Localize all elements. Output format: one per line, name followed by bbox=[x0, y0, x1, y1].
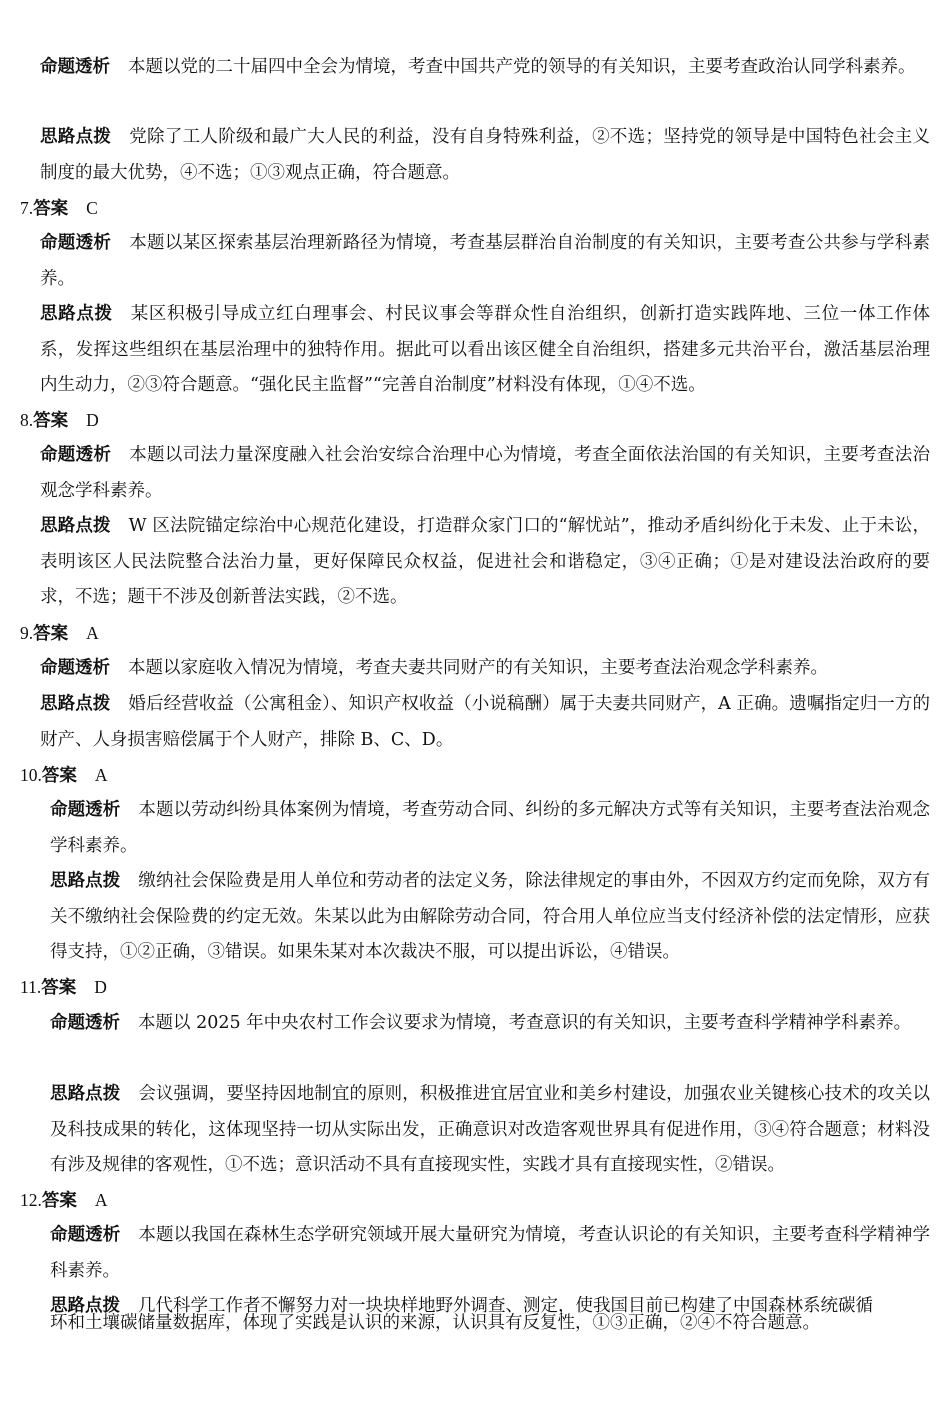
q7-answer-line bbox=[20, 191, 98, 228]
analysis-label: 命题透析 bbox=[50, 800, 121, 820]
analysis-text: 本题以劳动纠纷具体案例为情境，考查劳动合同、纠纷的多元解决方式等有关知识，主要考查法治观念学科素养。 bbox=[50, 800, 930, 856]
answer-value: D bbox=[94, 977, 107, 997]
answer-value: A bbox=[94, 765, 108, 785]
clipped-text-line bbox=[50, 1313, 930, 1342]
analysis-text: 本题以某区探索基层治理新路径为情境，考查基层群治自治制度的有关知识，主要考查公共参与学科素养。 bbox=[40, 233, 931, 289]
approach-text: 婚后经营收益（公寓租金）、知识产权收益（小说稿酬）属于夫妻共同财产，A 正确。遗嘱指定归一方的财产、人身损害赔偿属于个人财产，排除 B、C、D。 bbox=[40, 694, 931, 750]
analysis-label: 命题透析 bbox=[50, 1225, 121, 1245]
question-number: 8. bbox=[20, 410, 34, 430]
answer-label: 答案 bbox=[33, 411, 69, 431]
question-number: 7. bbox=[20, 198, 34, 218]
approach-label: 思路点拨 bbox=[50, 871, 121, 891]
q11-answer-line bbox=[20, 970, 107, 1007]
answer-value: A bbox=[86, 623, 99, 643]
q10-answer-line bbox=[20, 758, 108, 795]
clipped-text: 环和土壤碳储量数据库，体现了实践是认识的来源，认识具有反复性，①③正确，②④不符合题意。 bbox=[50, 1313, 820, 1333]
approach-text: 缴纳社会保险费是用人单位和劳动者的法定义务，除法律规定的事由外，不因双方约定而免除，双方有关不缴纳社会保险费的约定无效。朱某以此为由解除劳动合同，符合用人单位应当支付经济补偿的法定情形，应获得支持，①②正确，③错误。如果朱某对本次裁决不服，可以提出诉讼，④错误。 bbox=[50, 871, 930, 962]
approach-label: 思路点拨 bbox=[50, 1084, 121, 1104]
analysis-text: 本题以司法力量深度融入社会治安综合治理中心为情境，考查全面依法治国的有关知识，主要考查法治观念学科素养。 bbox=[40, 445, 931, 501]
answer-label: 答案 bbox=[41, 978, 77, 998]
approach-text: W 区法院锚定综治中心规范化建设，打造群众家门口的“解忧站”，推动矛盾纠纷化于未发、止于未讼，表明该区人民法院整合法治力量，更好保障民众权益，促进社会和谐稳定，③④正确；①是对建设法治政府的要求，不选；题干不涉及创新普法实践，②不选。 bbox=[40, 516, 931, 607]
q6-approach bbox=[40, 120, 930, 191]
approach-label: 思路点拨 bbox=[50, 1296, 120, 1316]
answer-label: 答案 bbox=[41, 766, 77, 786]
answer-label: 答案 bbox=[41, 1191, 77, 1211]
answer-label: 答案 bbox=[33, 624, 69, 644]
approach-label: 思路点拨 bbox=[40, 127, 112, 147]
q9-analysis bbox=[40, 651, 930, 687]
q8-analysis bbox=[40, 438, 930, 509]
answer-value: A bbox=[94, 1190, 108, 1210]
q6-analysis bbox=[40, 50, 930, 86]
q11-analysis bbox=[50, 1006, 930, 1042]
analysis-text: 本题以我国在森林生态学研究领域开展大量研究为情境，考查认识论的有关知识，主要考查科学精神学科素养。 bbox=[50, 1225, 930, 1281]
question-number: 11. bbox=[20, 977, 42, 997]
approach-label: 思路点拨 bbox=[40, 516, 111, 536]
question-number: 9. bbox=[20, 623, 34, 643]
analysis-label: 命题透析 bbox=[40, 445, 112, 465]
q7-analysis bbox=[40, 226, 930, 297]
answer-value: C bbox=[86, 198, 98, 218]
analysis-text: 本题以党的二十届四中全会为情境，考查中国共产党的领导的有关知识，主要考查政治认同学科素养。 bbox=[128, 57, 916, 77]
analysis-label: 命题透析 bbox=[40, 233, 112, 253]
approach-text: 几代科学工作者不懈努力对一块块样地野外调查、测定，使我国目前已构建了中国森林系统碳循 bbox=[138, 1296, 873, 1316]
q8-approach bbox=[40, 509, 930, 616]
q9-answer-line bbox=[20, 616, 99, 653]
approach-label: 思路点拨 bbox=[40, 694, 111, 714]
analysis-label: 命题透析 bbox=[40, 658, 110, 678]
answer-label: 答案 bbox=[33, 199, 69, 219]
question-number: 10. bbox=[20, 765, 42, 785]
approach-text: 某区积极引导成立红白理事会、村民议事会等群众性自治组织，创新打造实践阵地、三位一体工作体系，发挥这些组织在基层治理中的独特作用。据此可以看出该区健全自治组织，搭建多元共治平台，激活基层治理内生动力，②③符合题意。“强化民主监督”“完善自治制度”材料没有体现，①④不选。 bbox=[40, 304, 931, 395]
approach-label: 思路点拨 bbox=[40, 304, 113, 324]
q10-analysis bbox=[50, 793, 930, 864]
q8-answer-line bbox=[20, 403, 99, 440]
analysis-text: 本题以 2025 年中央农村工作会议要求为情境，考查意识的有关知识，主要考查科学精神学科素养。 bbox=[138, 1013, 912, 1033]
analysis-label: 命题透析 bbox=[50, 1013, 120, 1033]
q12-answer-line bbox=[20, 1183, 108, 1220]
q10-approach bbox=[50, 864, 930, 971]
q7-approach bbox=[40, 297, 930, 404]
approach-text: 会议强调，要坚持因地制宜的原则，积极推进宜居宜业和美乡村建设，加强农业关键核心技术的攻关以及科技成果的转化，这体现坚持一切从实际出发，正确意识对改造客观世界具有促进作用，③④符合题意；材料没有涉及规律的客观性，①不选；意识活动不具有直接现实性，实践才具有直接现实性，②错误。 bbox=[50, 1084, 930, 1175]
answer-value: D bbox=[86, 410, 99, 430]
q11-approach bbox=[50, 1077, 930, 1184]
approach-text: 党除了工人阶级和最广大人民的利益，没有自身特殊利益，②不选；坚持党的领导是中国特色社会主义制度的最大优势，④不选；①③观点正确，符合题意。 bbox=[40, 127, 931, 183]
analysis-label: 命题透析 bbox=[40, 57, 110, 77]
analysis-text: 本题以家庭收入情况为情境，考查夫妻共同财产的有关知识，主要考查法治观念学科素养。 bbox=[128, 658, 828, 678]
question-number: 12. bbox=[20, 1190, 42, 1210]
q9-approach bbox=[40, 687, 930, 758]
q12-analysis bbox=[50, 1218, 930, 1289]
